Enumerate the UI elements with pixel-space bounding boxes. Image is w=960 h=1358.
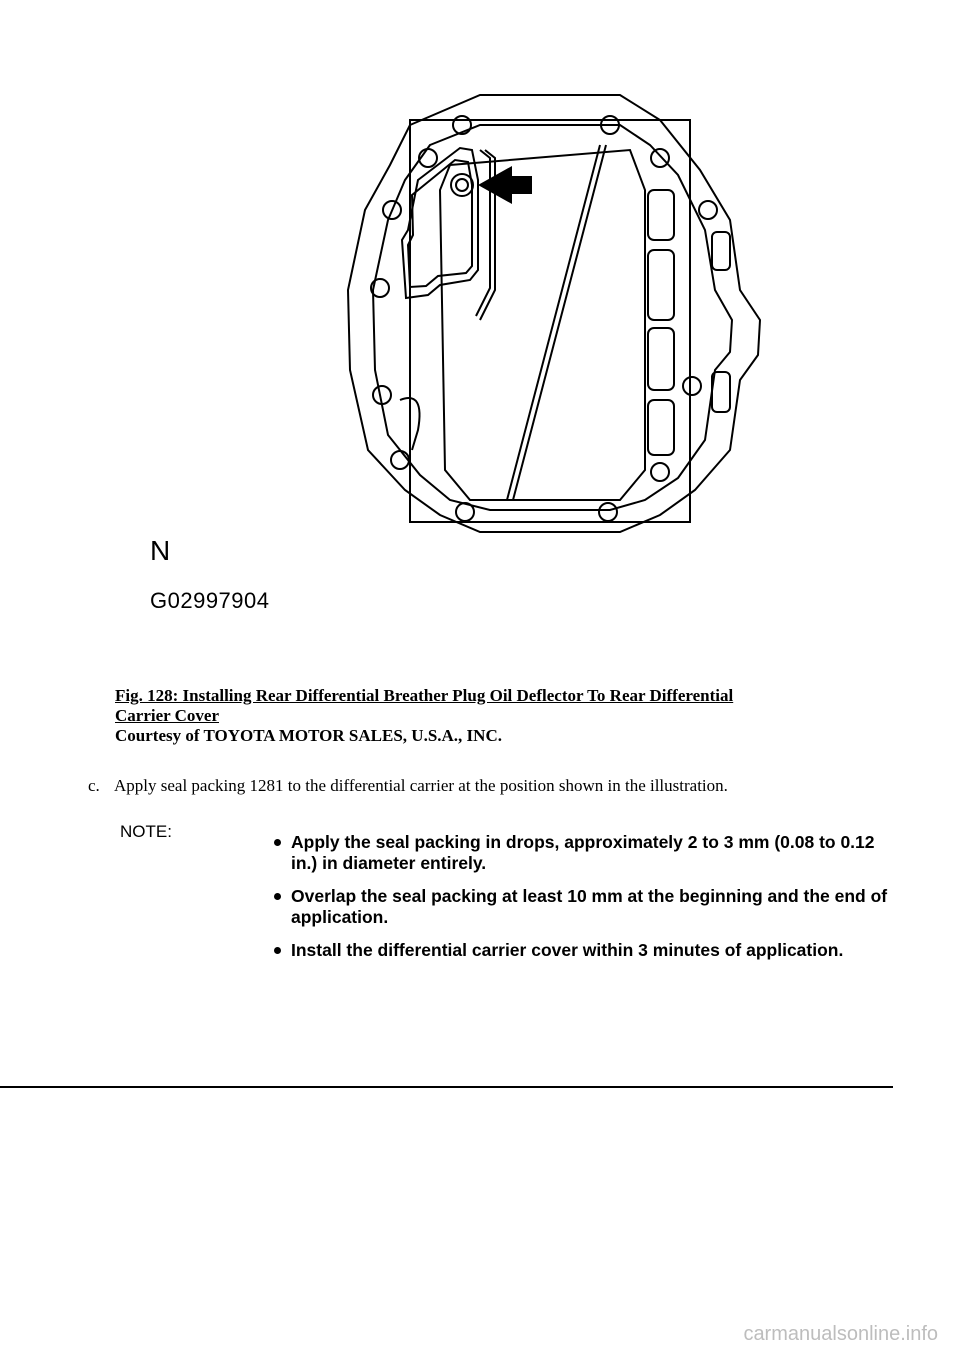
note-item bbox=[270, 886, 890, 928]
watermark: carmanualsonline.info bbox=[743, 1323, 938, 1345]
differential-carrier-illustration bbox=[300, 70, 800, 550]
note-label: NOTE: bbox=[120, 822, 172, 841]
bullet-icon bbox=[274, 839, 281, 846]
figure-orientation-label: N bbox=[150, 535, 171, 566]
note-item bbox=[270, 832, 890, 874]
note-list bbox=[270, 832, 890, 973]
note-item-text: Apply the seal packing in drops, approximately 2 to 3 mm (0.08 to 0.12 in.) in diameter entirely. bbox=[291, 832, 875, 873]
bullet-icon bbox=[274, 947, 281, 954]
step-text: Apply seal packing 1281 to the differential carrier at the position shown in the illustration. bbox=[114, 776, 728, 795]
figure-credit: Courtesy of TOYOTA MOTOR SALES, U.S.A., INC. bbox=[115, 726, 502, 745]
figure-title-line-2: Carrier Cover bbox=[115, 706, 219, 725]
note-item-text: Overlap the seal packing at least 10 mm at the beginning and the end of application. bbox=[291, 886, 888, 927]
step-marker: c. bbox=[88, 776, 100, 795]
figure-title bbox=[115, 686, 835, 726]
figure-caption bbox=[115, 686, 835, 746]
note-item bbox=[270, 940, 890, 961]
procedure-step bbox=[88, 776, 848, 796]
figure-code-label: G02997904 bbox=[150, 588, 270, 613]
figure-title-line-1: Fig. 128: Installing Rear Differential Breather Plug Oil Deflector To Rear Differential bbox=[115, 686, 734, 705]
page-divider bbox=[0, 1086, 893, 1088]
bullet-icon bbox=[274, 893, 281, 900]
note-item-text: Install the differential carrier cover within 3 minutes of application. bbox=[291, 940, 844, 960]
